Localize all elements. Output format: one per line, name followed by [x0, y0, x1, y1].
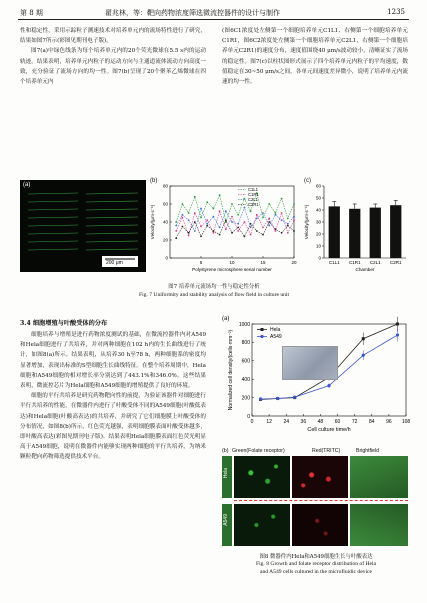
data-point	[244, 207, 246, 209]
data-point	[188, 212, 190, 214]
data-point	[244, 221, 246, 223]
data-point	[231, 203, 233, 205]
section-heading: 3.4 细胞增殖与叶酸受体的分布	[20, 320, 108, 327]
scalebar-label: 200 μm	[106, 260, 123, 266]
y-tick-label: 40	[162, 219, 168, 225]
data-point	[231, 232, 233, 234]
data-point	[182, 203, 184, 205]
column-label-red: Red(TRITC)	[312, 448, 341, 454]
panel-c-label: (c)	[304, 178, 311, 184]
x-tick-label: 108	[401, 419, 410, 425]
x-tick-label: C1L1	[328, 260, 340, 265]
bar-c2r1	[390, 205, 401, 258]
x-tick-label: C2L1	[369, 260, 381, 265]
data-point	[275, 212, 277, 214]
data-point	[219, 227, 221, 229]
legend-marker	[261, 328, 264, 331]
x-tick-label: 48	[317, 419, 324, 425]
figure-7	[20, 180, 408, 276]
a549-red-micrograph	[292, 504, 348, 546]
data-point	[281, 212, 283, 214]
fig8-caption-en-line1: Fig. 8 Growth and folate receptor distribution of Hela	[255, 561, 377, 567]
data-point	[244, 198, 246, 200]
x-tick-label: C1R1	[348, 260, 361, 265]
x-tick-label: 36	[300, 419, 307, 425]
body-paragraph: 性和稳定性，采用示踪粒子测速技术对培养单元内的流场特性进行了研究，结果如图7所示(彩图见期刊电子版)。	[20, 28, 206, 45]
data-point	[287, 225, 289, 227]
y-axis-label: Velocity/(μm·s⁻¹)	[150, 204, 155, 240]
data-point	[396, 333, 399, 336]
data-point	[287, 218, 289, 220]
data-point	[281, 219, 283, 221]
y-tick-label: 10	[315, 243, 321, 249]
data-point	[225, 210, 227, 212]
hela-red-micrograph	[292, 456, 348, 498]
top-right-column	[222, 26, 408, 87]
data-point	[262, 217, 264, 219]
header-rule	[18, 19, 409, 20]
data-point	[268, 203, 270, 205]
y-tick-label: 40	[315, 207, 321, 213]
column-label-brightfield: Brightfield	[356, 448, 380, 454]
data-point	[293, 396, 296, 399]
section-body	[20, 330, 206, 463]
data-point	[182, 214, 184, 216]
data-point	[206, 201, 208, 203]
data-point	[225, 219, 227, 221]
data-point	[250, 227, 252, 229]
x-axis-label: Cell culture time/h	[307, 427, 351, 433]
x-tick-label: 84	[368, 419, 375, 425]
series-line-c2l1	[176, 208, 294, 231]
y-tick-label: 80	[162, 183, 168, 189]
data-point	[231, 216, 233, 218]
data-point	[206, 219, 208, 221]
x-tick-label: 20	[291, 260, 297, 265]
hela-brightfield-micrograph	[350, 456, 408, 498]
data-point	[250, 210, 252, 212]
data-point	[200, 226, 202, 228]
data-point	[362, 337, 365, 340]
fig8-caption-en-line2: and A549 cells cultured in the microfluidic device	[260, 569, 372, 575]
x-tick-label: 72	[351, 419, 358, 425]
x-tick-label: 24	[283, 419, 290, 425]
x-tick-label: 5	[199, 260, 203, 265]
data-point	[327, 384, 330, 387]
y-tick-label: 50	[315, 195, 321, 201]
legend-label: C2R1	[248, 202, 259, 207]
panel-b-label: (b)	[150, 178, 158, 184]
data-point	[275, 214, 277, 216]
data-point	[237, 230, 239, 232]
row-divider	[234, 500, 408, 501]
x-tick-label: 10	[229, 260, 235, 265]
bar-c1r1	[349, 209, 360, 258]
fig7-caption-en: Fig. 7 Uniformity and stability analysis of flow field in culture unit	[138, 292, 290, 298]
data-point	[237, 214, 239, 216]
data-point	[256, 230, 258, 232]
data-point	[268, 225, 270, 227]
panel-a-label: (a)	[23, 182, 31, 188]
y-tick-label: 30	[315, 219, 321, 225]
x-tick-label: 0	[250, 419, 254, 425]
x-tick-label: 60	[334, 419, 341, 425]
series-line-c1l1	[176, 193, 294, 222]
data-point	[194, 230, 196, 232]
data-point	[225, 228, 227, 230]
x-tick-label: 15	[260, 260, 266, 265]
data-point	[188, 232, 190, 234]
velocity-bar-chart	[302, 180, 410, 276]
y-tick-label: 60	[315, 183, 321, 189]
data-point	[256, 218, 258, 220]
row-label-a549: A549	[223, 514, 229, 526]
data-point	[362, 354, 365, 357]
data-point	[259, 397, 262, 400]
y-tick-label: 800	[241, 340, 250, 347]
data-point	[287, 223, 289, 225]
fig8-caption-cn: 图8 微器件内Hela和A549细胞生长与叶酸表达	[259, 554, 373, 560]
legend-label: C1L1	[248, 187, 259, 192]
fig7-caption-cn: 图7 培养单元流场均一性与稳定性分析	[168, 284, 260, 290]
legend-marker	[260, 335, 263, 338]
data-point	[182, 217, 184, 219]
y-tick-label: 0	[165, 255, 168, 261]
data-point	[213, 232, 215, 234]
data-point	[194, 221, 196, 223]
flow-trajectory-micrograph	[20, 180, 146, 272]
data-point	[206, 225, 208, 227]
data-point	[262, 234, 264, 236]
fig8-panel-a-label: (a)	[222, 316, 230, 322]
header-page-number: 1235	[387, 8, 405, 16]
data-point	[250, 223, 252, 225]
data-point	[188, 235, 190, 237]
x-tick-label: 12	[266, 419, 272, 425]
row-label-hela: Hela	[223, 468, 229, 479]
body-paragraph: 细胞培养与增殖是进行药物浓度测试的基础，在微流控器件内对A549和Hela细胞进行了共培养，并对两种细胞在102 h内的生长曲线进行了统计，如图8(a)所示。结果表明，从培养30 h至78 h，两种细胞系的密度均显著增加，表现出标准的S型细胞生长曲线特征。在整个培养周期中，Hela细胞和A549细胞的相对增长率分别达到了443.1%和346.0%。这些结果表明，微流控芯片为Hela细胞和A549细胞的增殖提供了良好的环境。	[20, 332, 206, 390]
velocity-line-chart	[148, 180, 298, 276]
data-point	[175, 221, 177, 223]
y-axis-label: Velocity/(μm·s⁻¹)	[304, 204, 309, 240]
data-point	[275, 228, 277, 230]
data-point	[206, 223, 208, 225]
data-point	[200, 217, 202, 219]
data-point	[237, 223, 239, 225]
data-point	[396, 323, 399, 326]
data-point	[175, 230, 177, 232]
a549-brightfield-micrograph	[350, 504, 408, 546]
data-point	[262, 227, 264, 229]
data-point	[194, 196, 196, 198]
fig8-panel-b-label: (b)	[222, 448, 229, 454]
data-point	[293, 203, 295, 205]
data-point	[219, 210, 221, 212]
body-paragraph: 图7(a)中绿色线条为每个培养单元内的20个荧光微球在5.5 s内的运动轨迹。结果表明，培养单元内粒子的运动方向与主通道流体流动方向高度一致，充分验证了流场方向的均一性。图7(b)呈现了20个聚苯乙烯微球在四个培养单元内	[20, 48, 206, 86]
data-point	[213, 208, 215, 210]
data-point	[182, 226, 184, 228]
data-point	[213, 216, 215, 218]
legend-label: A549	[270, 334, 282, 340]
y-tick-label: 0	[318, 255, 321, 261]
data-point	[250, 234, 252, 236]
data-point	[244, 236, 246, 238]
data-point	[175, 225, 177, 227]
data-point	[188, 219, 190, 221]
header-issue: 第 8 期	[20, 9, 43, 17]
header-title: 翟兆林，等：靶向药物浓度筛选微流控器件的设计与制作	[105, 9, 280, 17]
y-tick-label: 60	[162, 201, 168, 207]
data-point	[256, 214, 258, 216]
data-point	[262, 212, 264, 214]
data-point	[293, 219, 295, 221]
data-point	[281, 232, 283, 234]
a549-green-micrograph	[234, 504, 290, 546]
y-tick-label: 0	[247, 413, 250, 420]
data-point	[237, 227, 239, 229]
y-tick-label: 20	[162, 237, 168, 243]
data-point	[293, 216, 295, 218]
data-point	[200, 208, 202, 210]
trajectory-lines	[20, 180, 146, 272]
body-paragraph: 细胞的平行共培养是研究药物靶向性的前提，为验证该器件对细胞进行平行共培养的性能，在微器件内进行了叶酸受体不同的A549细胞(叶酸低表达)和Hela细胞(叶酸高表达)的共培养，并研究了它们细胞膜上叶酸受体的分布情况，如图8(b)所示，红色荧光越强，表明细胞膜表面叶酸受体越多，即叶酸高表达(彩图见期刊电子版)。结果表明Hela细胞膜表面红色荧光明显高于A549细胞，说明在微器件内能够实现两种细胞的平行共培养，为纳米颗粒靶向药物筛选提供技术平台。	[20, 393, 206, 461]
bar-c1l1	[329, 206, 340, 258]
data-point	[275, 230, 277, 232]
data-point	[281, 198, 283, 200]
hela-green-micrograph	[234, 456, 290, 498]
data-point	[268, 221, 270, 223]
y-tick-label: 600	[241, 358, 250, 365]
legend-label: C2L1	[248, 197, 259, 202]
bar-c2l1	[370, 208, 381, 258]
y-tick-label: 20	[315, 231, 321, 237]
data-point	[268, 218, 270, 220]
body-paragraph: (图6C1浓度处左侧第一个细胞培养单元C1L1、右侧第一个细胞培养单元C1R1，图6C2浓度处左侧第一个细胞培养单元C2L1，右侧第一个细胞培养单元C2R1)的速度分布，速度值围绕40 μm/s波动较小，清晰证实了流场的稳定性。图7(c)以柱状图形式展示了四个培养单元内粒子的平均速度，数值稳定在30~50 μm/s之间，各单元间速度差异微小，说明了培养单元内流速的均一性。	[222, 28, 408, 86]
y-tick-label: 1000	[238, 321, 250, 328]
data-point	[231, 221, 233, 223]
data-point	[200, 236, 202, 238]
inset-micrograph	[282, 346, 338, 380]
y-tick-label: 200	[241, 395, 250, 402]
data-point	[276, 397, 279, 400]
data-point	[219, 234, 221, 236]
data-point	[194, 212, 196, 214]
data-point	[213, 230, 215, 232]
data-point	[219, 194, 221, 196]
legend-label: C1R1	[248, 192, 259, 197]
legend-label: Hela	[270, 327, 281, 333]
data-point	[175, 237, 177, 239]
y-axis-label: Normalized cell density/(cells·mm⁻²)	[228, 329, 234, 411]
top-left-column	[20, 26, 206, 87]
data-point	[287, 232, 289, 234]
figure-8	[222, 316, 410, 574]
x-axis-label: Polystyrene microsphere serial number	[192, 267, 272, 272]
data-point	[293, 230, 295, 232]
y-tick-label: 400	[241, 377, 250, 383]
x-tick-label: 96	[386, 419, 392, 425]
column-label-green: Green(Folate receptor)	[232, 448, 285, 454]
x-tick-label: C2R1	[389, 260, 402, 265]
x-axis-label: Chamber	[355, 267, 375, 272]
